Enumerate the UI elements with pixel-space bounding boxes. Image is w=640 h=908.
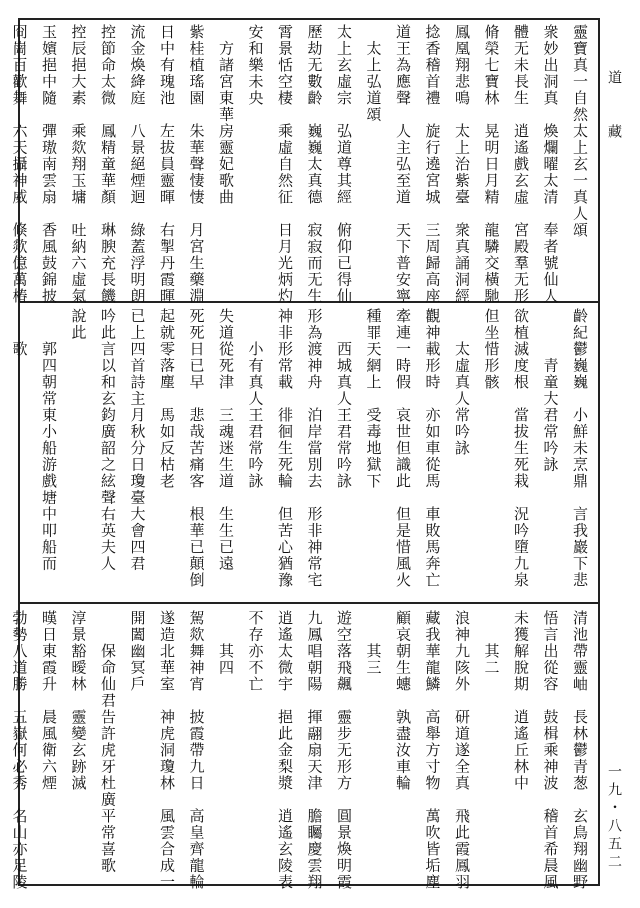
text-column: 其四 [217,610,235,676]
text-column: 保命仙君告許虎牙杜廣平常喜歌 [99,610,117,874]
text-column: 其二 [482,610,501,676]
text-column: 玉嬪挹中隨 彈璈南雲扇 香風鼓錦披 [40,24,58,305]
text-column: 駕欻舞神宵 披霞帶九日 高皇齊龍輪 [187,610,206,891]
text-column: 但坐惜形骸 [482,308,501,391]
text-column: 歷劫无數齡 巍巍太真德 寂寂而无生 [305,24,324,305]
text-column: 控辰挹大素 乘欻翔玉墉 吐納六虛氣 [69,24,88,305]
text-column: 遊空落飛飆 靈步无形方 圓景煥明霞 [335,610,353,891]
text-column: 遂造北華室 神虎洞瓊林 風雲合成一 [158,610,176,891]
lower-text-block [10,610,594,891]
text-column: 開闔幽冥戶 [128,610,147,693]
text-column: 鳳凰翔悲鳴 太上治紫臺 衆真誦洞經 [453,24,471,305]
text-column: 青童大君常吟詠 [541,308,560,473]
text-column: 衆妙出洞真 煥爛曜太清 奉者號仙人 [541,24,560,305]
text-column: 未獲解脫期 逍遙丘林中 [512,610,530,792]
text-column: 脩榮七寶林 晃明日月精 龍驎交橫馳 [482,24,501,305]
text-column: 郭四朝常東小船游戲塘中叩船而 [40,308,58,572]
text-column: 藏我華龍鱗 高舉方寸物 萬吹皆垢塵 [423,610,442,891]
text-column: 齡紀鬱巍巍 小鮮未烹鼎 言我巖下悲 [571,308,589,589]
text-column: 其三 [364,610,383,676]
text-column: 形為渡神舟 泊岸當別去 形非神常宅 [305,308,324,589]
lower-text-columns [10,610,594,891]
text-column: 清池帶靈岫 長林鬱青葱 玄鳥翔幽野 [571,610,589,891]
text-column: 安和樂未央 [246,24,265,107]
middle-text-block [10,308,594,596]
upper-text-block [10,24,594,305]
text-column: 不存亦不亡 [246,610,265,693]
text-column: 冏崗百歡舞 六天攝神威 倏欻億萬椿 [10,24,29,305]
text-column: 已上四首詩主月秋分日瓊臺大會四君 [128,308,147,572]
text-column: 失道從死津 三魂迷生道 生生已遠 [217,308,235,572]
upper-text-columns [10,24,594,305]
text-column: 捻香稽首禮 旋行遶宮城 三周歸高座 [423,24,442,305]
text-column: 太虛真人常吟詠 [453,308,471,457]
text-column: 九鳳唱朝陽 揮翮扇天津 膽矚慶雲翔 [305,610,324,891]
text-column: 勃勢八道勝 五嶽何必秀 名山亦足陵 [10,610,29,891]
text-column: 太上弘道頌 [364,24,383,123]
text-column: 流金煥絳庭 八景絕煙迴 綠蓋浮明朗 [128,24,147,305]
text-column: 方諸宮東華房靈妃歌曲 [217,24,235,206]
text-column: 欲植滅度根 當拔生死栽 況吟墮九泉 [512,308,530,589]
text-column: 歌 [10,308,29,358]
text-column: 顧哀朝生蟪 孰盡汝車輪 [394,610,412,792]
text-column: 逍遙太微宇 挹此金梨漿 逍遙玄陵表 [276,610,294,891]
text-column: 紫桂植瑤園 朱華聲悽悽 月宮生藥淵 [187,24,206,305]
text-column: 說此 [69,308,88,341]
section-divider-bottom [18,602,600,604]
text-column: 死死日已早 悲哉苦痛客 根華已顛倒 [187,308,206,589]
text-column: 浪神九陔外 研道遂全真 飛此霞鳳羽 [453,610,471,891]
text-column: 體无未長生 逍遙戲玄虛 宮殿羣无形 [512,24,530,305]
text-column: 道王為應聲 人主弘至道 天下普安寧 [394,24,412,305]
text-column: 悟言出從容 鼓楫乘神波 稽首希晨風 [541,610,560,891]
text-column: 吟此言以和玄鈞廣韶之絃聲右英夫人 [99,308,117,572]
page-number: 一九・八五二 [606,764,622,872]
text-column: 起就零落塵 馬如反枯老 [158,308,176,490]
margin-title: 道 藏 [606,70,622,142]
text-column: 日中有瑰池 左拔員靈暉 右掣丹霞暉 [158,24,176,305]
text-column: 霄景恬空棲 乘虛自然征 日月光炳灼 [276,24,294,305]
text-column: 西城真人王君常吟詠 [335,308,353,490]
middle-text-columns [10,308,594,596]
text-column: 小有真人王君常吟詠 [246,308,265,490]
text-column: 牽連一時假 哀世但識此 但是惜風火 [394,308,412,589]
text-column: 靈寶真一自然太上玄一真人頌 [571,24,589,239]
text-column: 暵日東霞升 晨風衛六煙 [40,610,58,792]
text-column: 神非形常載 徘徊生死輪 但苦心猶豫 [276,308,294,589]
text-column: 觀神載形時 亦如車從馬 車敗馬奔亡 [423,308,442,589]
text-column: 種罪天網上 受毒地獄下 [364,308,383,506]
text-column [0,610,4,880]
text-column: 淳景豁曖林 靈變玄跡滅 [69,610,88,792]
text-column: 太上玄虛宗 弘道尊其經 俯仰已得仙 [335,24,353,305]
text-column: 控節命太微 鳳精童華顏 琳腴充長饑 [99,24,117,305]
